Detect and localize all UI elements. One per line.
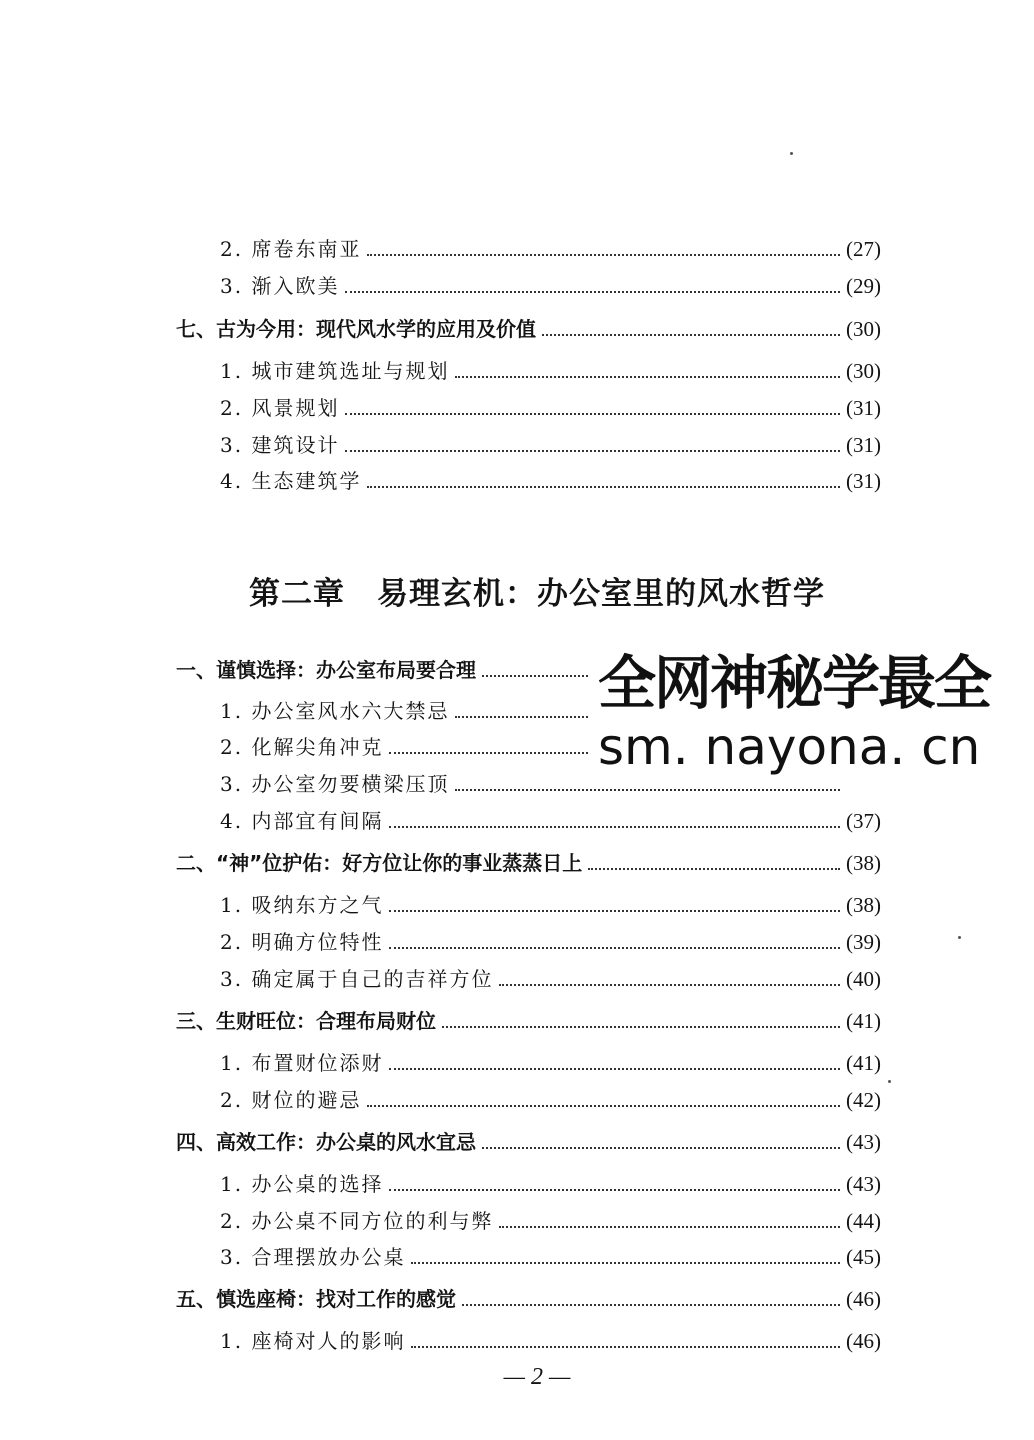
toc-page-number: (38) [846,851,881,875]
toc-page-number: (30) [846,359,881,383]
toc-entry [0,1046,1034,1080]
toc-page-number: (31) [846,396,881,420]
toc-page-number: (39) [846,930,881,954]
toc-leader-dots [367,1095,840,1107]
toc-leader-dots [367,476,840,488]
toc-entry-title: 2. 明确方位特性 [220,925,387,959]
toc-leader-dots [499,1216,840,1228]
toc-section-heading [0,1004,1034,1038]
toc-page-number: (37) [846,809,881,833]
scan-speck [790,152,793,155]
toc-page-number: (41) [846,1051,881,1075]
toc-entry [0,1204,1034,1238]
toc-leader-dots [442,1016,840,1028]
toc-entry [0,269,1034,303]
toc-entry-title: 4. 生态建筑学 [220,464,365,498]
toc-page-number: (46) [846,1329,881,1353]
toc-entry-title: 二、“神”位护佑：好方位让你的事业蒸蒸日上 [176,846,586,880]
toc-section-heading [0,1125,1034,1159]
toc-entry-title: 七、古为今用：现代风水学的应用及价值 [176,312,540,346]
watermark-url: sm. nayona. cn [598,718,981,776]
toc-entry-title: 2. 席卷东南亚 [220,232,365,266]
toc-entry [0,1083,1034,1117]
toc-entry-title: 1. 座椅对人的影响 [220,1324,409,1358]
toc-entry [0,232,1034,266]
toc-entry-title: 1. 城市建筑选址与规划 [220,354,453,388]
toc-page-number: (30) [846,317,881,341]
toc-page-number: (31) [846,433,881,457]
toc-leader-dots [389,1179,840,1191]
toc-section-heading [0,846,1034,880]
toc-entry-title: 3. 合理摆放办公桌 [220,1240,409,1274]
toc-entry [0,888,1034,922]
toc-entry [0,962,1034,996]
toc-leader-dots [499,974,840,986]
toc-section-heading [0,1282,1034,1316]
toc-entry-title: 三、生财旺位：合理布局财位 [176,1004,440,1038]
toc-entry-title: 3. 渐入欧美 [220,269,343,303]
toc-leader-dots [455,366,840,378]
toc-entry-title: 4. 内部宜有间隔 [220,804,387,838]
watermark [590,636,1034,786]
page-number: — 2 — [503,1364,571,1390]
toc-entry-title: 四、高效工作：办公桌的风水宜忌 [176,1125,480,1159]
toc-page-number: (46) [846,1287,881,1311]
toc-entry-title: 1. 办公桌的选择 [220,1167,387,1201]
toc-leader-dots [462,1294,840,1306]
toc-leader-dots [411,1336,840,1348]
watermark-text: 全网神秘学最全 [598,649,991,717]
toc-leader-dots [345,281,840,293]
toc-page-number: (43) [846,1130,881,1154]
toc-section-heading [0,312,1034,346]
toc-entry [0,804,1034,838]
toc-leader-dots [542,324,840,336]
toc-entry-title: 一、谨慎选择：办公室布局要合理 [176,653,480,687]
toc-leader-dots [345,403,840,415]
toc-entry-title: 3. 办公室勿要横梁压顶 [220,767,453,801]
toc-entry-title: 2. 财位的避忌 [220,1083,365,1117]
toc-entry [0,1167,1034,1201]
toc-page-number: (45) [846,1245,881,1269]
toc-leader-dots [367,244,840,256]
toc-leader-dots [389,816,840,828]
toc-entry-title: 3. 确定属于自己的吉祥方位 [220,962,497,996]
toc-page-number: (40) [846,967,881,991]
toc-entry-title: 2. 办公桌不同方位的利与弊 [220,1204,497,1238]
toc-entry [0,354,1034,388]
toc-page-number: (27) [846,237,881,261]
toc-entry-title: 2. 风景规划 [220,391,343,425]
toc-entry [0,391,1034,425]
toc-entry-title: 1. 办公室风水六大禁忌 [220,694,453,728]
toc-leader-dots [389,1058,840,1070]
toc-page-number: (41) [846,1009,881,1033]
toc-entry-title: 1. 吸纳东方之气 [220,888,387,922]
toc-leader-dots [345,440,840,452]
toc-entry [0,1324,1034,1358]
toc-page-number: (38) [846,893,881,917]
toc-entry-title: 1. 布置财位添财 [220,1046,387,1080]
toc-entry [0,428,1034,462]
toc-leader-dots [411,1252,840,1264]
toc-entry [0,925,1034,959]
toc-page-number: (42) [846,1088,881,1112]
toc-leader-dots [482,1137,840,1149]
toc-entry [0,1240,1034,1274]
toc-page-number: (43) [846,1172,881,1196]
toc-leader-dots [389,937,840,949]
toc-entry [0,464,1034,498]
toc-entry-title: 2. 化解尖角冲克 [220,730,387,764]
toc-entry-title: 3. 建筑设计 [220,428,343,462]
toc-leader-dots [389,900,840,912]
scan-speck [888,1080,891,1083]
toc-page-number: (44) [846,1209,881,1233]
chapter-title: 第二章 易理玄机：办公室里的风水哲学 [249,576,825,612]
scan-speck [958,936,961,939]
toc-page-number: (29) [846,274,881,298]
toc-leader-dots [588,858,840,870]
toc-entry-title: 五、慎选座椅：找对工作的感觉 [176,1282,460,1316]
toc-page-number: (31) [846,469,881,493]
